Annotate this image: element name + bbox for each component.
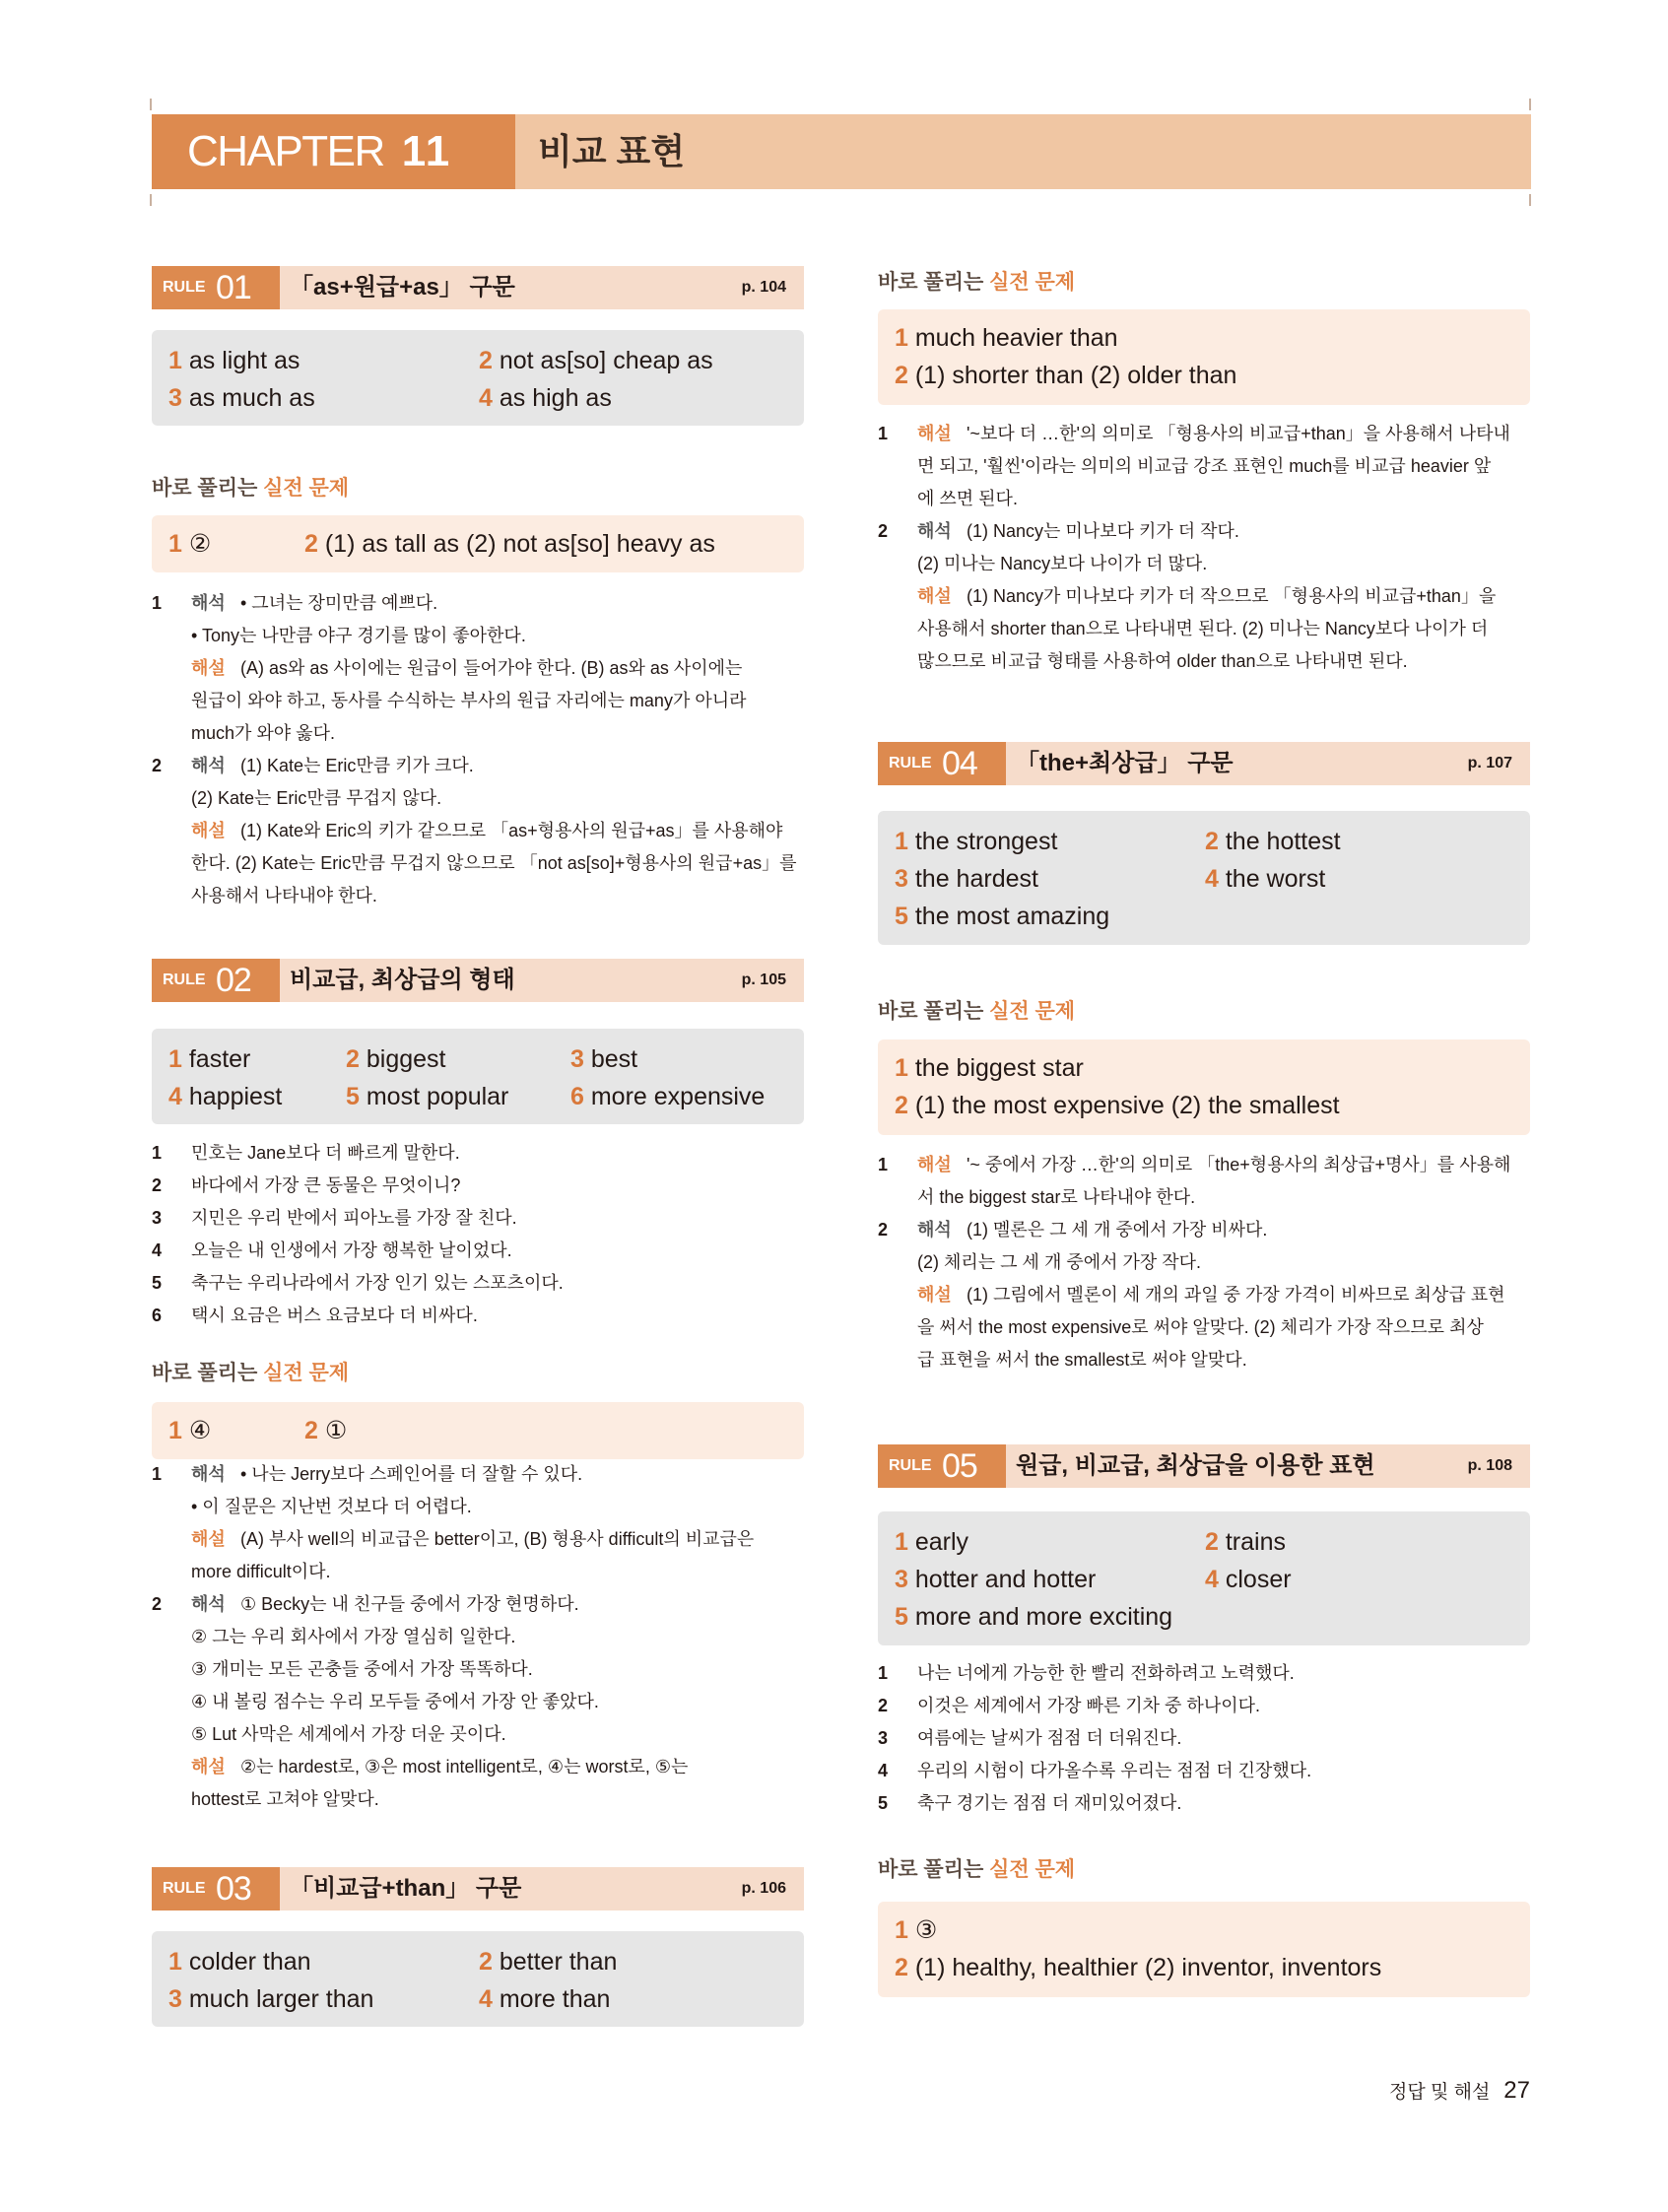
rule-page: p. 104 xyxy=(741,279,786,296)
text-span: 4 xyxy=(168,1083,182,1110)
text-span: 에 쓰면 된다. xyxy=(917,489,1018,508)
text-span: (2) 미나는 Nancy보다 나이가 더 많다. xyxy=(917,554,1208,573)
rule-label xyxy=(152,959,280,1002)
text-span: 1 xyxy=(895,1054,908,1082)
text-span: 급 표현을 써서 the smallest로 써야 알맞다. xyxy=(917,1350,1247,1370)
text-span: 해설 xyxy=(917,424,952,443)
practice-heading xyxy=(878,995,1075,1025)
text-span: 2 xyxy=(878,1696,889,1715)
text-span: 2 xyxy=(152,1594,163,1614)
answer-item xyxy=(168,379,315,417)
rule-02-explanations xyxy=(152,1458,804,1823)
answer-item xyxy=(895,823,1057,860)
text-span: 2 xyxy=(1205,828,1219,855)
text-span: 1 xyxy=(152,593,163,613)
answer-item xyxy=(168,1412,211,1449)
rule-03-practice-answers xyxy=(878,309,1530,405)
text-span: closer xyxy=(1225,1566,1292,1593)
answer-item xyxy=(304,1412,347,1449)
text-span: 을 써서 the most expensive로 써야 알맞다. (2) 체리가 가장 작으므로 최상 xyxy=(917,1317,1484,1337)
text-span: 사용해서 나타내야 한다. xyxy=(191,886,377,905)
text-span: 4 xyxy=(1205,1566,1219,1593)
rule-02-header xyxy=(152,959,804,1002)
rule-word: RULE xyxy=(163,1880,206,1897)
rule-number: 05 xyxy=(942,1447,977,1485)
rule-04-practice-answers xyxy=(878,1039,1530,1135)
text-span: 원급이 와야 하고, 동사를 수식하는 부사의 원급 자리에는 many가 아니라 xyxy=(191,691,747,710)
text-span: 2 xyxy=(304,530,318,558)
footer-label: 정답 및 해설 xyxy=(1388,2082,1491,2103)
rule-03-explanations xyxy=(878,418,1530,684)
text-span: (1) healthy, healthier (2) inventor, inventors xyxy=(914,1954,1382,1981)
answer-item xyxy=(895,898,1109,935)
text-span: 해설 xyxy=(191,1529,226,1549)
rule-title: 「the+최상급」 구문 xyxy=(1016,750,1234,776)
answer-item xyxy=(346,1078,508,1115)
text-span: '~ 중에서 가장 …한'의 의미로 「the+형용사의 최상급+명사」를 사용해 xyxy=(967,1155,1511,1174)
rule-label xyxy=(878,742,1006,785)
text-span: more and more exciting xyxy=(914,1603,1173,1631)
text-span: much heavier than xyxy=(914,324,1118,352)
text-span: 여름에는 날씨가 점점 더 더워진다. xyxy=(917,1728,1182,1748)
text-span: 4 xyxy=(152,1240,163,1260)
text-span: the hardest xyxy=(914,865,1038,893)
answer-item xyxy=(168,1980,373,2018)
text-span: (1) Nancy는 미나보다 키가 더 작다. xyxy=(967,521,1239,541)
answer-item xyxy=(168,1040,250,1078)
rule-02-practice-answers xyxy=(152,1402,804,1459)
text-span: 2 xyxy=(479,347,493,374)
text-span: 실전 문제 xyxy=(263,477,350,500)
text-span: ⑤ Lut 사막은 세계에서 가장 더운 곳이다. xyxy=(191,1724,506,1744)
answer-item xyxy=(1205,1561,1292,1598)
text-span: 4 xyxy=(479,384,493,412)
text-span: 6 xyxy=(152,1306,163,1325)
text-span: 2 xyxy=(878,1220,889,1240)
answer-item xyxy=(1205,860,1325,898)
text-span: 3 xyxy=(895,865,908,893)
rule-title: 「비교급+than」 구문 xyxy=(290,1875,522,1902)
text-span: 실전 문제 xyxy=(989,1858,1076,1881)
answer-item xyxy=(895,1949,1381,1986)
answer-item xyxy=(570,1040,637,1078)
practice-heading xyxy=(152,1357,349,1386)
text-span: ②는 hardest로, ③은 most intelligent로, ④는 worst로, ⑤는 xyxy=(240,1757,689,1776)
text-span: 1 xyxy=(152,1143,163,1163)
rule-word: RULE xyxy=(889,1457,932,1474)
text-span: 한다. (2) Kate는 Eric만큼 무겁지 않으므로 「not as[so]+형용사의 원급+as」를 xyxy=(191,853,797,873)
text-span: 5 xyxy=(346,1083,360,1110)
text-span: 바로 풀리는 xyxy=(878,1000,984,1023)
text-span: much larger than xyxy=(188,1985,374,2013)
text-span: 4 xyxy=(1205,865,1219,893)
text-span: hotter and hotter xyxy=(914,1566,1097,1593)
text-span: 2 xyxy=(1205,1528,1219,1556)
text-span: 이것은 세계에서 가장 빠른 기차 중 하나이다. xyxy=(917,1696,1260,1715)
rule-number: 03 xyxy=(216,1870,251,1908)
answer-item xyxy=(479,1980,610,2018)
chapter-word: CHAPTER xyxy=(187,127,384,175)
rule-label xyxy=(152,1867,280,1910)
text-span: 1 xyxy=(895,324,908,352)
rule-label xyxy=(878,1444,1006,1488)
answer-item xyxy=(1205,1523,1286,1561)
text-span: more difficult이다. xyxy=(191,1562,331,1581)
text-span: (1) shorter than (2) older than xyxy=(914,362,1237,389)
rule-page: p. 105 xyxy=(741,972,786,988)
text-span: (1) Nancy가 미나보다 키가 더 작으므로 「형용사의 비교급+than」을 xyxy=(967,586,1497,606)
answer-item xyxy=(895,1561,1096,1598)
text-span: 1 xyxy=(168,530,182,558)
text-span: 해석 xyxy=(191,1464,226,1484)
rule-title: 원급, 비교급, 최상급을 이용한 표현 xyxy=(1016,1452,1375,1479)
text-span: 1 xyxy=(878,1155,889,1174)
text-span: • 나는 Jerry보다 스페인어를 더 잘할 수 있다. xyxy=(240,1464,583,1484)
rule-label xyxy=(152,266,280,309)
text-span: 나는 너에게 가능한 한 빨리 전화하려고 노력했다. xyxy=(917,1663,1295,1683)
text-span: 2 xyxy=(479,1948,493,1976)
rule-01-explanations xyxy=(152,587,804,912)
text-span: ④ 내 볼링 점수는 우리 모두들 중에서 가장 안 좋았다. xyxy=(191,1692,599,1711)
answer-item xyxy=(895,1523,968,1561)
answer-item xyxy=(168,1943,311,1980)
text-span: 해석 xyxy=(191,756,226,775)
answer-item xyxy=(895,1598,1172,1636)
text-span: ② xyxy=(188,530,212,558)
rule-03-header xyxy=(152,1867,804,1910)
text-span: 해석 xyxy=(191,593,226,613)
text-span: 4 xyxy=(479,1985,493,2013)
text-span: ① xyxy=(324,1417,348,1444)
text-span: 1 xyxy=(168,347,182,374)
text-span: 바로 풀리는 xyxy=(878,271,984,294)
text-span: 해설 xyxy=(191,1757,226,1776)
text-span: ③ 개미는 모든 곤충들 중에서 가장 똑똑하다. xyxy=(191,1659,533,1679)
crop-mark xyxy=(150,99,152,110)
text-span: the worst xyxy=(1225,865,1326,893)
text-span: 2 xyxy=(304,1417,318,1444)
rule-page: p. 106 xyxy=(741,1880,786,1897)
practice-heading xyxy=(152,472,349,502)
text-span: best xyxy=(590,1045,638,1073)
answer-item xyxy=(895,319,1118,357)
text-span: (1) as tall as (2) not as[so] heavy as xyxy=(324,530,715,558)
rule-03-answers xyxy=(152,1931,804,2027)
text-span: 6 xyxy=(570,1083,584,1110)
rule-word: RULE xyxy=(163,972,206,988)
text-span: 실전 문제 xyxy=(989,1000,1076,1023)
answer-item xyxy=(168,1078,282,1115)
text-span: 2 xyxy=(346,1045,360,1073)
text-span: ② 그는 우리 회사에서 가장 열심히 일한다. xyxy=(191,1627,516,1646)
text-span: 해설 xyxy=(191,658,226,678)
rule-number: 02 xyxy=(216,962,251,999)
text-span: 2 xyxy=(895,1954,908,1981)
text-span: 3 xyxy=(168,1985,182,2013)
rule-title: 「as+원급+as」 구문 xyxy=(290,274,515,301)
text-span: (2) 체리는 그 세 개 중에서 가장 작다. xyxy=(917,1252,1202,1272)
text-span: 3 xyxy=(168,384,182,412)
text-span: 2 xyxy=(152,756,163,775)
text-span: 해석 xyxy=(191,1594,226,1614)
text-span: (2) Kate는 Eric만큼 무겁지 않다. xyxy=(191,788,442,808)
text-span: 면 되고, '훨씬'이라는 의미의 비교급 강조 표현인 much를 비교급 heavier 앞 xyxy=(917,456,1492,476)
text-span: early xyxy=(914,1528,969,1556)
text-span: trains xyxy=(1225,1528,1286,1556)
text-span: 3 xyxy=(878,1728,889,1748)
text-span: 바다에서 가장 큰 동물은 무엇이니? xyxy=(191,1175,461,1195)
text-span: 5 xyxy=(895,1603,908,1631)
page-number: 27 xyxy=(1503,2077,1530,2104)
rule-05-answers xyxy=(878,1511,1530,1645)
text-span: 1 xyxy=(895,1528,908,1556)
rule-01-header xyxy=(152,266,804,309)
rule-02-translations xyxy=(152,1137,804,1334)
answer-item xyxy=(479,1943,617,1980)
text-span: hottest로 고쳐야 알맞다. xyxy=(191,1789,379,1809)
rule-word: RULE xyxy=(163,279,206,296)
rule-number: 04 xyxy=(942,745,977,782)
text-span: 해설 xyxy=(917,1285,952,1305)
text-span: (A) as와 as 사이에는 원급이 들어가야 한다. (B) as와 as 사이에는 xyxy=(240,658,743,678)
rule-title: 비교급, 최상급의 형태 xyxy=(290,967,515,993)
text-span: better than xyxy=(499,1948,618,1976)
rule-05-translations xyxy=(878,1657,1530,1825)
text-span: • Tony는 나만큼 야구 경기를 많이 좋아한다. xyxy=(191,626,526,645)
text-span: 바로 풀리는 xyxy=(878,1858,984,1881)
text-span: (1) Kate와 Eric의 키가 같으므로 「as+형용사의 원급+as」를 사용해야 xyxy=(240,821,783,840)
text-span: 지민은 우리 반에서 피아노를 가장 잘 친다. xyxy=(191,1208,517,1228)
crop-mark xyxy=(150,194,152,206)
text-span: 2 xyxy=(895,1092,908,1119)
text-span: 3 xyxy=(895,1566,908,1593)
text-span: 택시 요금은 버스 요금보다 더 비싸다. xyxy=(191,1306,478,1325)
text-span: (1) Kate는 Eric만큼 키가 크다. xyxy=(240,756,474,775)
text-span: most popular xyxy=(366,1083,509,1110)
text-span: as light as xyxy=(188,347,300,374)
text-span: 1 xyxy=(878,1663,889,1683)
text-span: 1 xyxy=(168,1045,182,1073)
text-span: 해설 xyxy=(191,821,226,840)
text-span: 1 xyxy=(895,828,908,855)
text-span: '~보다 더 …한'의 의미로 「형용사의 비교급+than」을 사용해서 나타내 xyxy=(967,424,1510,443)
chapter-label xyxy=(152,114,515,189)
text-span: 실전 문제 xyxy=(263,1362,350,1384)
text-span: 1 xyxy=(895,1916,908,1944)
text-span: 3 xyxy=(152,1208,163,1228)
rule-04-explanations xyxy=(878,1149,1530,1380)
text-span: 4 xyxy=(878,1761,889,1780)
practice-heading xyxy=(878,266,1075,296)
text-span: 서 the biggest star로 나타내야 한다. xyxy=(917,1187,1196,1207)
answer-item xyxy=(346,1040,445,1078)
answer-item xyxy=(895,1911,937,1949)
answer-item xyxy=(168,525,211,563)
text-span: colder than xyxy=(188,1948,311,1976)
text-span: (1) 그림에서 멜론이 세 개의 과일 중 가장 가격이 비싸므로 최상급 표현 xyxy=(967,1285,1505,1305)
rule-04-answers xyxy=(878,811,1530,945)
text-span: 5 xyxy=(152,1273,163,1293)
answer-item xyxy=(1205,823,1341,860)
text-span: 1 xyxy=(168,1417,182,1444)
chapter-header xyxy=(152,114,1531,189)
text-span: 3 xyxy=(570,1045,584,1073)
text-span: 2 xyxy=(152,1175,163,1195)
text-span: as high as xyxy=(499,384,612,412)
text-span: as much as xyxy=(188,384,315,412)
answer-item xyxy=(479,379,612,417)
text-span: 사용해서 shorter than으로 나타내면 된다. (2) 미나는 Nancy보다 나이가 더 xyxy=(917,619,1489,638)
text-span: 축구는 우리나라에서 가장 인기 있는 스포츠이다. xyxy=(191,1273,564,1293)
rule-01-answers xyxy=(152,330,804,426)
chapter-number: 11 xyxy=(401,127,452,175)
text-span: the hottest xyxy=(1225,828,1341,855)
text-span: the strongest xyxy=(914,828,1058,855)
chapter-title: 비교 표현 xyxy=(538,131,686,171)
text-span: the most amazing xyxy=(914,903,1110,930)
crop-mark xyxy=(1529,194,1531,206)
answer-item xyxy=(479,342,713,379)
text-span: faster xyxy=(188,1045,251,1073)
rule-01-practice-answers xyxy=(152,515,804,572)
rule-05-header xyxy=(878,1444,1530,1488)
answer-item xyxy=(168,342,300,379)
text-span: 해설 xyxy=(917,1155,952,1174)
text-span: ① Becky는 내 친구들 중에서 가장 현명하다. xyxy=(240,1594,579,1614)
rule-word: RULE xyxy=(889,755,932,771)
practice-heading xyxy=(878,1853,1075,1883)
text-span: 해설 xyxy=(917,586,952,606)
text-span: 우리의 시험이 다가올수록 우리는 점점 더 긴장했다. xyxy=(917,1761,1312,1780)
text-span: ③ xyxy=(914,1916,938,1944)
text-span: the biggest star xyxy=(914,1054,1084,1082)
answer-item xyxy=(570,1078,765,1115)
rule-04-header xyxy=(878,742,1530,785)
answer-item xyxy=(895,357,1236,394)
text-span: happiest xyxy=(188,1083,283,1110)
text-span: more expensive xyxy=(590,1083,766,1110)
text-span: (A) 부사 well의 비교급은 better이고, (B) 형용사 difficult의 비교급은 xyxy=(240,1529,755,1549)
text-span: 오늘은 내 인생에서 가장 행복한 날이었다. xyxy=(191,1240,512,1260)
text-span: 2 xyxy=(878,521,889,541)
text-span: not as[so] cheap as xyxy=(499,347,713,374)
rule-page: p. 107 xyxy=(1467,755,1512,771)
rule-05-practice-answers xyxy=(878,1902,1530,1997)
text-span: 바로 풀리는 xyxy=(152,477,258,500)
text-span: 5 xyxy=(895,903,908,930)
rule-number: 01 xyxy=(216,269,251,306)
text-span: 5 xyxy=(878,1793,889,1813)
text-span: (1) the most expensive (2) the smallest xyxy=(914,1092,1340,1119)
text-span: more than xyxy=(499,1985,611,2013)
text-span: • 그녀는 장미만큼 예쁘다. xyxy=(240,593,438,613)
text-span: much가 와야 옳다. xyxy=(191,723,335,743)
text-span: 1 xyxy=(152,1464,163,1484)
text-span: • 이 질문은 지난번 것보다 더 어렵다. xyxy=(191,1497,472,1516)
text-span: 1 xyxy=(878,424,889,443)
text-span: 2 xyxy=(895,362,908,389)
text-span: (1) 멜론은 그 세 개 중에서 가장 비싸다. xyxy=(967,1220,1268,1240)
answer-item xyxy=(895,1087,1340,1124)
text-span: biggest xyxy=(366,1045,446,1073)
text-span: 민호는 Jane보다 더 빠르게 말한다. xyxy=(191,1143,460,1163)
text-span: 1 xyxy=(168,1948,182,1976)
text-span: 축구 경기는 점점 더 재미있어졌다. xyxy=(917,1793,1182,1813)
text-span: 실전 문제 xyxy=(989,271,1076,294)
page-footer xyxy=(1389,2077,1530,2105)
text-span: ④ xyxy=(188,1417,212,1444)
text-span: 해석 xyxy=(917,521,952,541)
answer-item xyxy=(895,860,1038,898)
text-span: 많으므로 비교급 형태를 사용하여 older than으로 나타내면 된다. xyxy=(917,651,1408,671)
crop-mark xyxy=(1529,99,1531,110)
text-span: 해석 xyxy=(917,1220,952,1240)
answer-item xyxy=(895,1049,1084,1087)
answer-item xyxy=(304,525,715,563)
text-span: 바로 풀리는 xyxy=(152,1362,258,1384)
rule-page: p. 108 xyxy=(1467,1457,1512,1474)
rule-02-answers xyxy=(152,1029,804,1124)
